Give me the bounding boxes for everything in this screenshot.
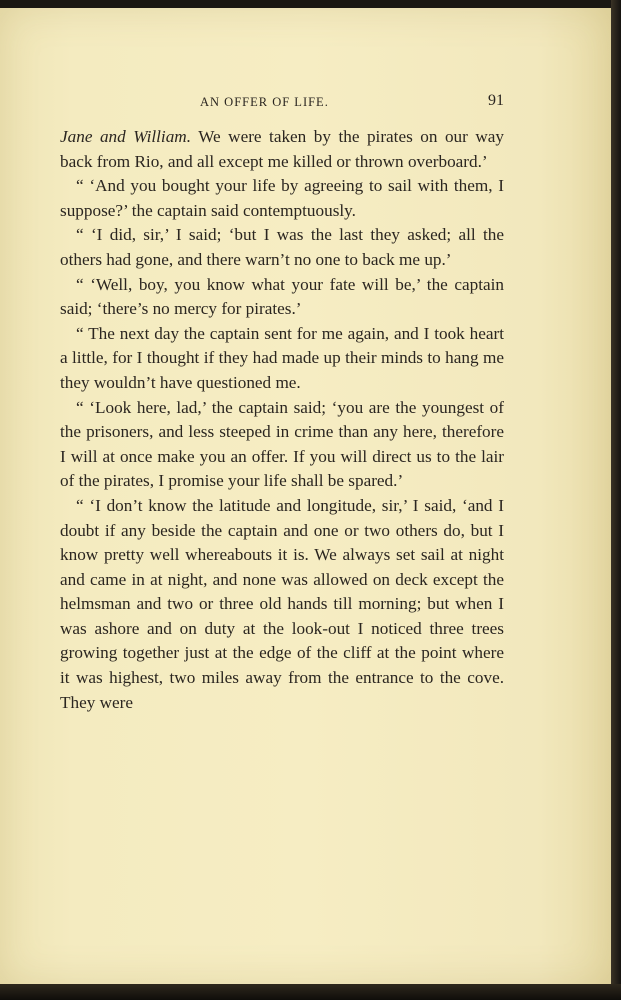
running-head: AN OFFER OF LIFE.	[200, 95, 329, 109]
paragraph-2: “ ‘And you bought your life by agreeing to sail with them, I suppose?’ the captain said contemptuously.	[60, 176, 504, 220]
body-text	[60, 125, 504, 715]
paragraph-6: “ ‘Look here, lad,’ the captain said; ‘you are the youngest of the prisoners, and less steeped in crime than any here, therefore I will at once make you an offer. If you will direct us to the lair of the pirates, I promise your life shall be spared.’	[60, 397, 504, 491]
page-edge-shadow	[611, 0, 621, 1000]
page-number: 91	[488, 92, 504, 109]
paragraph-1-text: We were taken by the pirates on our way back from Rio, and all except me killed or thrown overboard.’	[60, 127, 504, 171]
paragraph-3: “ ‘I did, sir,’ I said; ‘but I was the last they asked; all the others had gone, and there warn’t no one to back me up.’	[60, 225, 504, 269]
bottom-edge-shadow	[0, 984, 621, 1000]
ship-name: Jane and William.	[60, 127, 191, 146]
paragraph-5: “ The next day the captain sent for me again, and I took heart a little, for I thought if they had made up their minds to hang me they wouldn’t have questioned me.	[60, 323, 504, 392]
paragraph-1	[60, 125, 504, 174]
paragraph-7: “ ‘I don’t know the latitude and longitude, sir,’ I said, ‘and I doubt if any beside the captain and one or two others do, but I know pretty well whereabouts it is. We always set sail at night and came in at night, and none was allowed on deck except the helmsman and two or three old hands till morning; but when I was ashore and on duty at the look-out I noticed three trees growing together just at the edge of the cliff at the point where it was highest, two miles away from the entrance to the cove. They were	[60, 495, 504, 712]
paragraph-4: “ ‘Well, boy, you know what your fate will be,’ the captain said; ‘there’s no mercy for pirates.’	[60, 274, 504, 319]
